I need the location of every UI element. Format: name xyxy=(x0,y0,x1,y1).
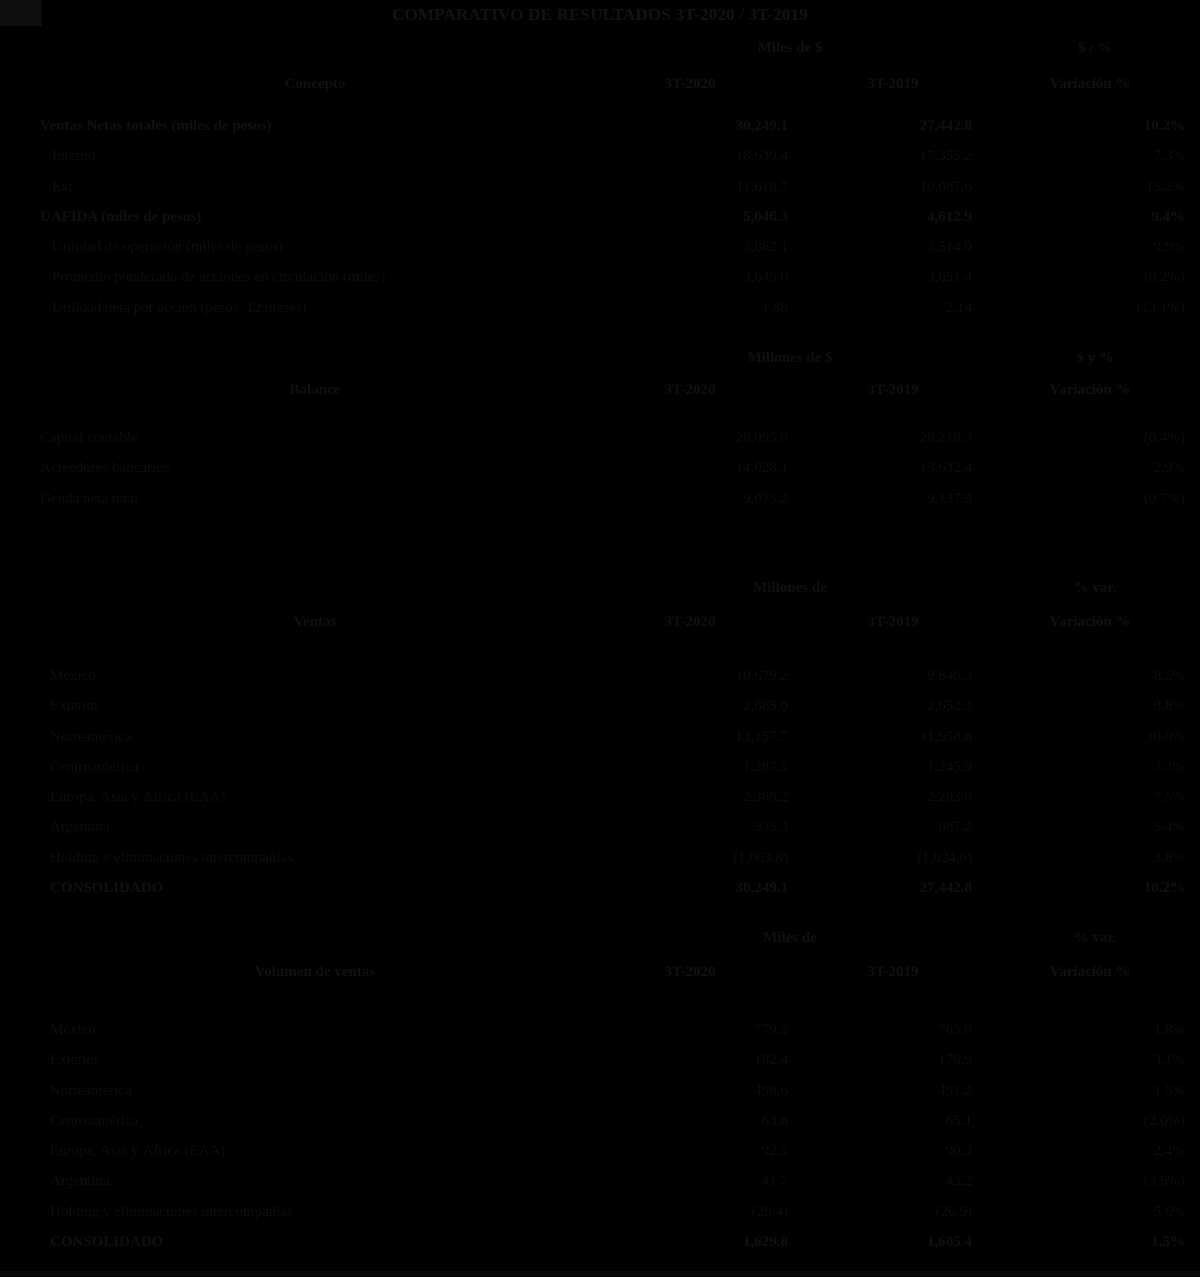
bottom-divider xyxy=(0,1271,1200,1276)
period1-value: 182.4 xyxy=(754,1052,788,1069)
row-label: CONSOLIDADO xyxy=(50,1234,164,1251)
period1-value: 13,157.7 xyxy=(735,728,788,745)
units-right-label: $ / % xyxy=(1077,40,1113,56)
period2-value: (26.9) xyxy=(935,1203,972,1220)
period2-value: 27,442.8 xyxy=(919,118,972,134)
period1-value: 28,095.6 xyxy=(735,430,788,446)
row-label: Interno xyxy=(52,148,96,165)
period1-value: 779.2 xyxy=(754,1022,788,1038)
period1-header: 3T-2020 xyxy=(664,614,716,630)
period2-value: 176.9 xyxy=(938,1052,972,1069)
units-row xyxy=(0,930,1200,952)
results-block xyxy=(0,36,1200,336)
period2-value: 3,514.0 xyxy=(927,239,972,256)
period2-value: 9,846.3 xyxy=(927,668,972,684)
table-row xyxy=(0,118,1200,148)
period1-value: 30,249.1 xyxy=(735,118,788,134)
row-label: Ventas Netas totales (miles de pesos) xyxy=(40,118,272,134)
variation-header: Variación % xyxy=(1049,614,1131,630)
row-label: Promedio ponderado de acciones en circulación (miles) xyxy=(52,269,386,286)
period1-value: 2,885.0 xyxy=(743,698,788,715)
row-label: Norteamérica xyxy=(50,728,132,745)
variation-value: 1.5% xyxy=(1153,1082,1185,1099)
variation-value: 9.4% xyxy=(1151,208,1185,225)
sales-segments-block xyxy=(0,576,1200,906)
variation-header: Variación % xyxy=(1049,76,1131,92)
variation-value: (3.5%) xyxy=(1143,1173,1185,1190)
units-right-label: % var. xyxy=(1073,930,1117,946)
variation-value: 1.5% xyxy=(1151,1234,1185,1251)
period2-value: 90.3 xyxy=(945,1143,972,1160)
section-label: Balance xyxy=(289,382,341,398)
table-row xyxy=(0,179,1200,209)
table-row xyxy=(0,300,1200,330)
row-label: Capital contable xyxy=(40,430,138,446)
table-row xyxy=(0,209,1200,239)
period2-value: 4,612.9 xyxy=(927,208,972,225)
units-row xyxy=(0,350,1200,372)
row-label: UAFIDA (miles de pesos) xyxy=(40,208,202,225)
period2-value: 2.14 xyxy=(945,299,972,316)
units-right-label: $ y % xyxy=(1076,350,1114,366)
row-label: Argentina xyxy=(50,819,110,836)
row-label: Holding y eliminaciones intercompañías xyxy=(50,1203,293,1220)
table-row xyxy=(0,819,1200,849)
variation-value: (2.0%) xyxy=(1143,1112,1185,1129)
row-label: Utilidad de operación (miles de pesos) xyxy=(52,239,284,256)
table-row xyxy=(0,880,1200,910)
period1-value: 1,629.8 xyxy=(743,1234,788,1251)
period1-value: 935.3 xyxy=(754,819,788,836)
period2-value: 2,203.6 xyxy=(927,789,972,806)
section-label: Volumen de ventas xyxy=(254,964,376,980)
rows-container xyxy=(0,1022,1200,1264)
page-title: COMPARATIVO DE RESULTADOS 3T-2020 / 3T-2019 xyxy=(392,5,808,24)
units-label: Miles de $ xyxy=(757,40,823,56)
row-label: Norteamérica xyxy=(50,1082,132,1099)
period1-value: 1.86 xyxy=(761,299,788,316)
row-label: Acreedores bancarios xyxy=(40,460,170,477)
rows-container xyxy=(0,430,1200,521)
period1-header: 3T-2020 xyxy=(664,76,716,92)
variation-value: 9.9% xyxy=(1153,239,1185,256)
table-row xyxy=(0,1204,1200,1234)
period2-value: 3,651.4 xyxy=(927,269,972,286)
variation-value: 7.3% xyxy=(1153,148,1185,165)
units-row xyxy=(0,580,1200,602)
row-label: CONSOLIDADO xyxy=(50,880,164,897)
column-header-row xyxy=(0,614,1200,636)
period2-value: 1,605.4 xyxy=(927,1234,972,1251)
units-right-label: % var. xyxy=(1073,580,1117,596)
variation-value: 10.2% xyxy=(1143,118,1185,134)
variation-value: 8.5% xyxy=(1153,668,1185,684)
units-row xyxy=(0,40,1200,62)
table-row xyxy=(0,1022,1200,1052)
table-row xyxy=(0,759,1200,789)
table-row xyxy=(0,460,1200,490)
period2-value: 17,355.2 xyxy=(919,148,972,165)
period1-value: 2,368.2 xyxy=(743,789,788,806)
variation-value: (13.1%) xyxy=(1136,299,1185,316)
period2-value: 10,087.6 xyxy=(919,178,972,195)
row-label: Centroamérica xyxy=(50,1112,139,1129)
variation-value: 3.3% xyxy=(1153,758,1185,775)
table-row xyxy=(0,729,1200,759)
period1-value: 498.6 xyxy=(754,1082,788,1099)
variation-value: 10.0% xyxy=(1146,728,1185,745)
period2-value: 28,218.3 xyxy=(919,430,972,446)
period1-value: 3,862.1 xyxy=(743,239,788,256)
variation-value: 5.6% xyxy=(1153,1203,1185,1220)
variation-value: 3.1% xyxy=(1153,1052,1185,1069)
variation-value: 1.8% xyxy=(1153,1022,1185,1038)
period1-header: 3T-2020 xyxy=(664,964,716,980)
period1-value: (1,063.8) xyxy=(733,849,788,866)
rows-container xyxy=(0,668,1200,910)
units-label: Miles de xyxy=(763,930,817,946)
row-label: Deuda neta total xyxy=(40,490,139,507)
period2-value: 43.2 xyxy=(945,1173,972,1190)
table-row xyxy=(0,148,1200,178)
column-header-row xyxy=(0,382,1200,404)
variation-value: 3.8% xyxy=(1153,849,1185,866)
table-row xyxy=(0,239,1200,269)
period1-value: 1,287.5 xyxy=(743,758,788,775)
period2-value: (1,024.6) xyxy=(917,849,972,866)
table-row xyxy=(0,1173,1200,1203)
units-label: Millones de xyxy=(753,580,827,596)
row-label: Utilidad neta por acción (pesos, 12 meses) xyxy=(52,299,307,316)
period2-value: 765.6 xyxy=(938,1022,972,1038)
row-label: Holding y eliminaciones intercompañías xyxy=(50,849,293,866)
row-label: México xyxy=(50,1022,96,1038)
period2-value: 491.2 xyxy=(938,1082,972,1099)
table-row xyxy=(0,1113,1200,1143)
period2-header: 3T-2019 xyxy=(867,382,919,398)
period2-header: 3T-2019 xyxy=(867,964,919,980)
row-label: Centroamérica xyxy=(50,758,139,775)
period2-value: 887.2 xyxy=(938,819,972,836)
rows-container xyxy=(0,118,1200,330)
variation-header: Variación % xyxy=(1049,964,1131,980)
period1-value: 30,249.1 xyxy=(735,880,788,897)
period1-value: 41.7 xyxy=(761,1173,788,1190)
period1-value: 3,645.0 xyxy=(743,269,788,286)
units-label: Millones de $ xyxy=(747,350,833,366)
period1-value: 18,630.4 xyxy=(735,148,788,165)
period1-header: 3T-2020 xyxy=(664,382,716,398)
column-header-row xyxy=(0,76,1200,98)
period1-value: 92.5 xyxy=(761,1143,788,1160)
period2-header: 3T-2019 xyxy=(867,76,919,92)
column-header-row xyxy=(0,964,1200,986)
section-label: Ventas xyxy=(293,614,337,630)
period2-value: 65.1 xyxy=(945,1112,972,1129)
section-label: Concepto xyxy=(284,76,346,92)
variation-header: Variación % xyxy=(1049,382,1131,398)
period1-value: 63.8 xyxy=(761,1112,788,1129)
period1-value: 5,046.3 xyxy=(743,208,788,225)
period1-value: (28.4) xyxy=(751,1203,788,1220)
period2-value: 2,652.3 xyxy=(927,698,972,715)
period2-header: 3T-2019 xyxy=(867,614,919,630)
variation-value: (0.4%) xyxy=(1143,430,1185,446)
table-row xyxy=(0,698,1200,728)
period2-value: 1,245.9 xyxy=(927,758,972,775)
period2-value: 27,442.8 xyxy=(919,880,972,897)
table-row xyxy=(0,491,1200,521)
variation-value: 15.2% xyxy=(1146,178,1185,195)
row-label: Exterior xyxy=(50,698,100,715)
table-row xyxy=(0,1143,1200,1173)
table-row xyxy=(0,1083,1200,1113)
row-label: Europa, Asia y África (EAA) xyxy=(50,789,226,806)
row-label: Ext. xyxy=(52,178,77,195)
variation-value: 7.5% xyxy=(1153,789,1185,806)
period1-value: 10,679.2 xyxy=(735,668,788,684)
period2-value: 11,958.8 xyxy=(920,728,972,745)
volume-segments-block xyxy=(0,926,1200,1266)
table-row xyxy=(0,269,1200,299)
balance-block xyxy=(0,346,1200,546)
table-row xyxy=(0,430,1200,460)
variation-value: (0.2%) xyxy=(1143,269,1185,286)
period1-value: 11,618.7 xyxy=(736,178,788,195)
period2-value: 13,632.4 xyxy=(919,460,972,477)
table-row xyxy=(0,789,1200,819)
table-row xyxy=(0,1052,1200,1082)
period1-value: 9,073.2 xyxy=(743,490,788,507)
period1-value: 14,028.1 xyxy=(735,460,788,477)
variation-value: (0.7%) xyxy=(1143,490,1185,507)
variation-value: 5.4% xyxy=(1153,819,1185,836)
period2-value: 9,137.9 xyxy=(927,490,972,507)
variation-value: 8.8% xyxy=(1153,698,1185,715)
variation-value: 10.2% xyxy=(1143,880,1185,897)
table-row xyxy=(0,668,1200,698)
row-label: México xyxy=(50,668,96,684)
variation-value: 2.4% xyxy=(1153,1143,1185,1160)
variation-value: 2.9% xyxy=(1153,460,1185,477)
row-label: Argentina xyxy=(50,1173,110,1190)
row-label: Europa, Asia y África (EAA) xyxy=(50,1143,226,1160)
row-label: Exterior xyxy=(50,1052,100,1069)
table-row xyxy=(0,1234,1200,1264)
table-row xyxy=(0,850,1200,880)
